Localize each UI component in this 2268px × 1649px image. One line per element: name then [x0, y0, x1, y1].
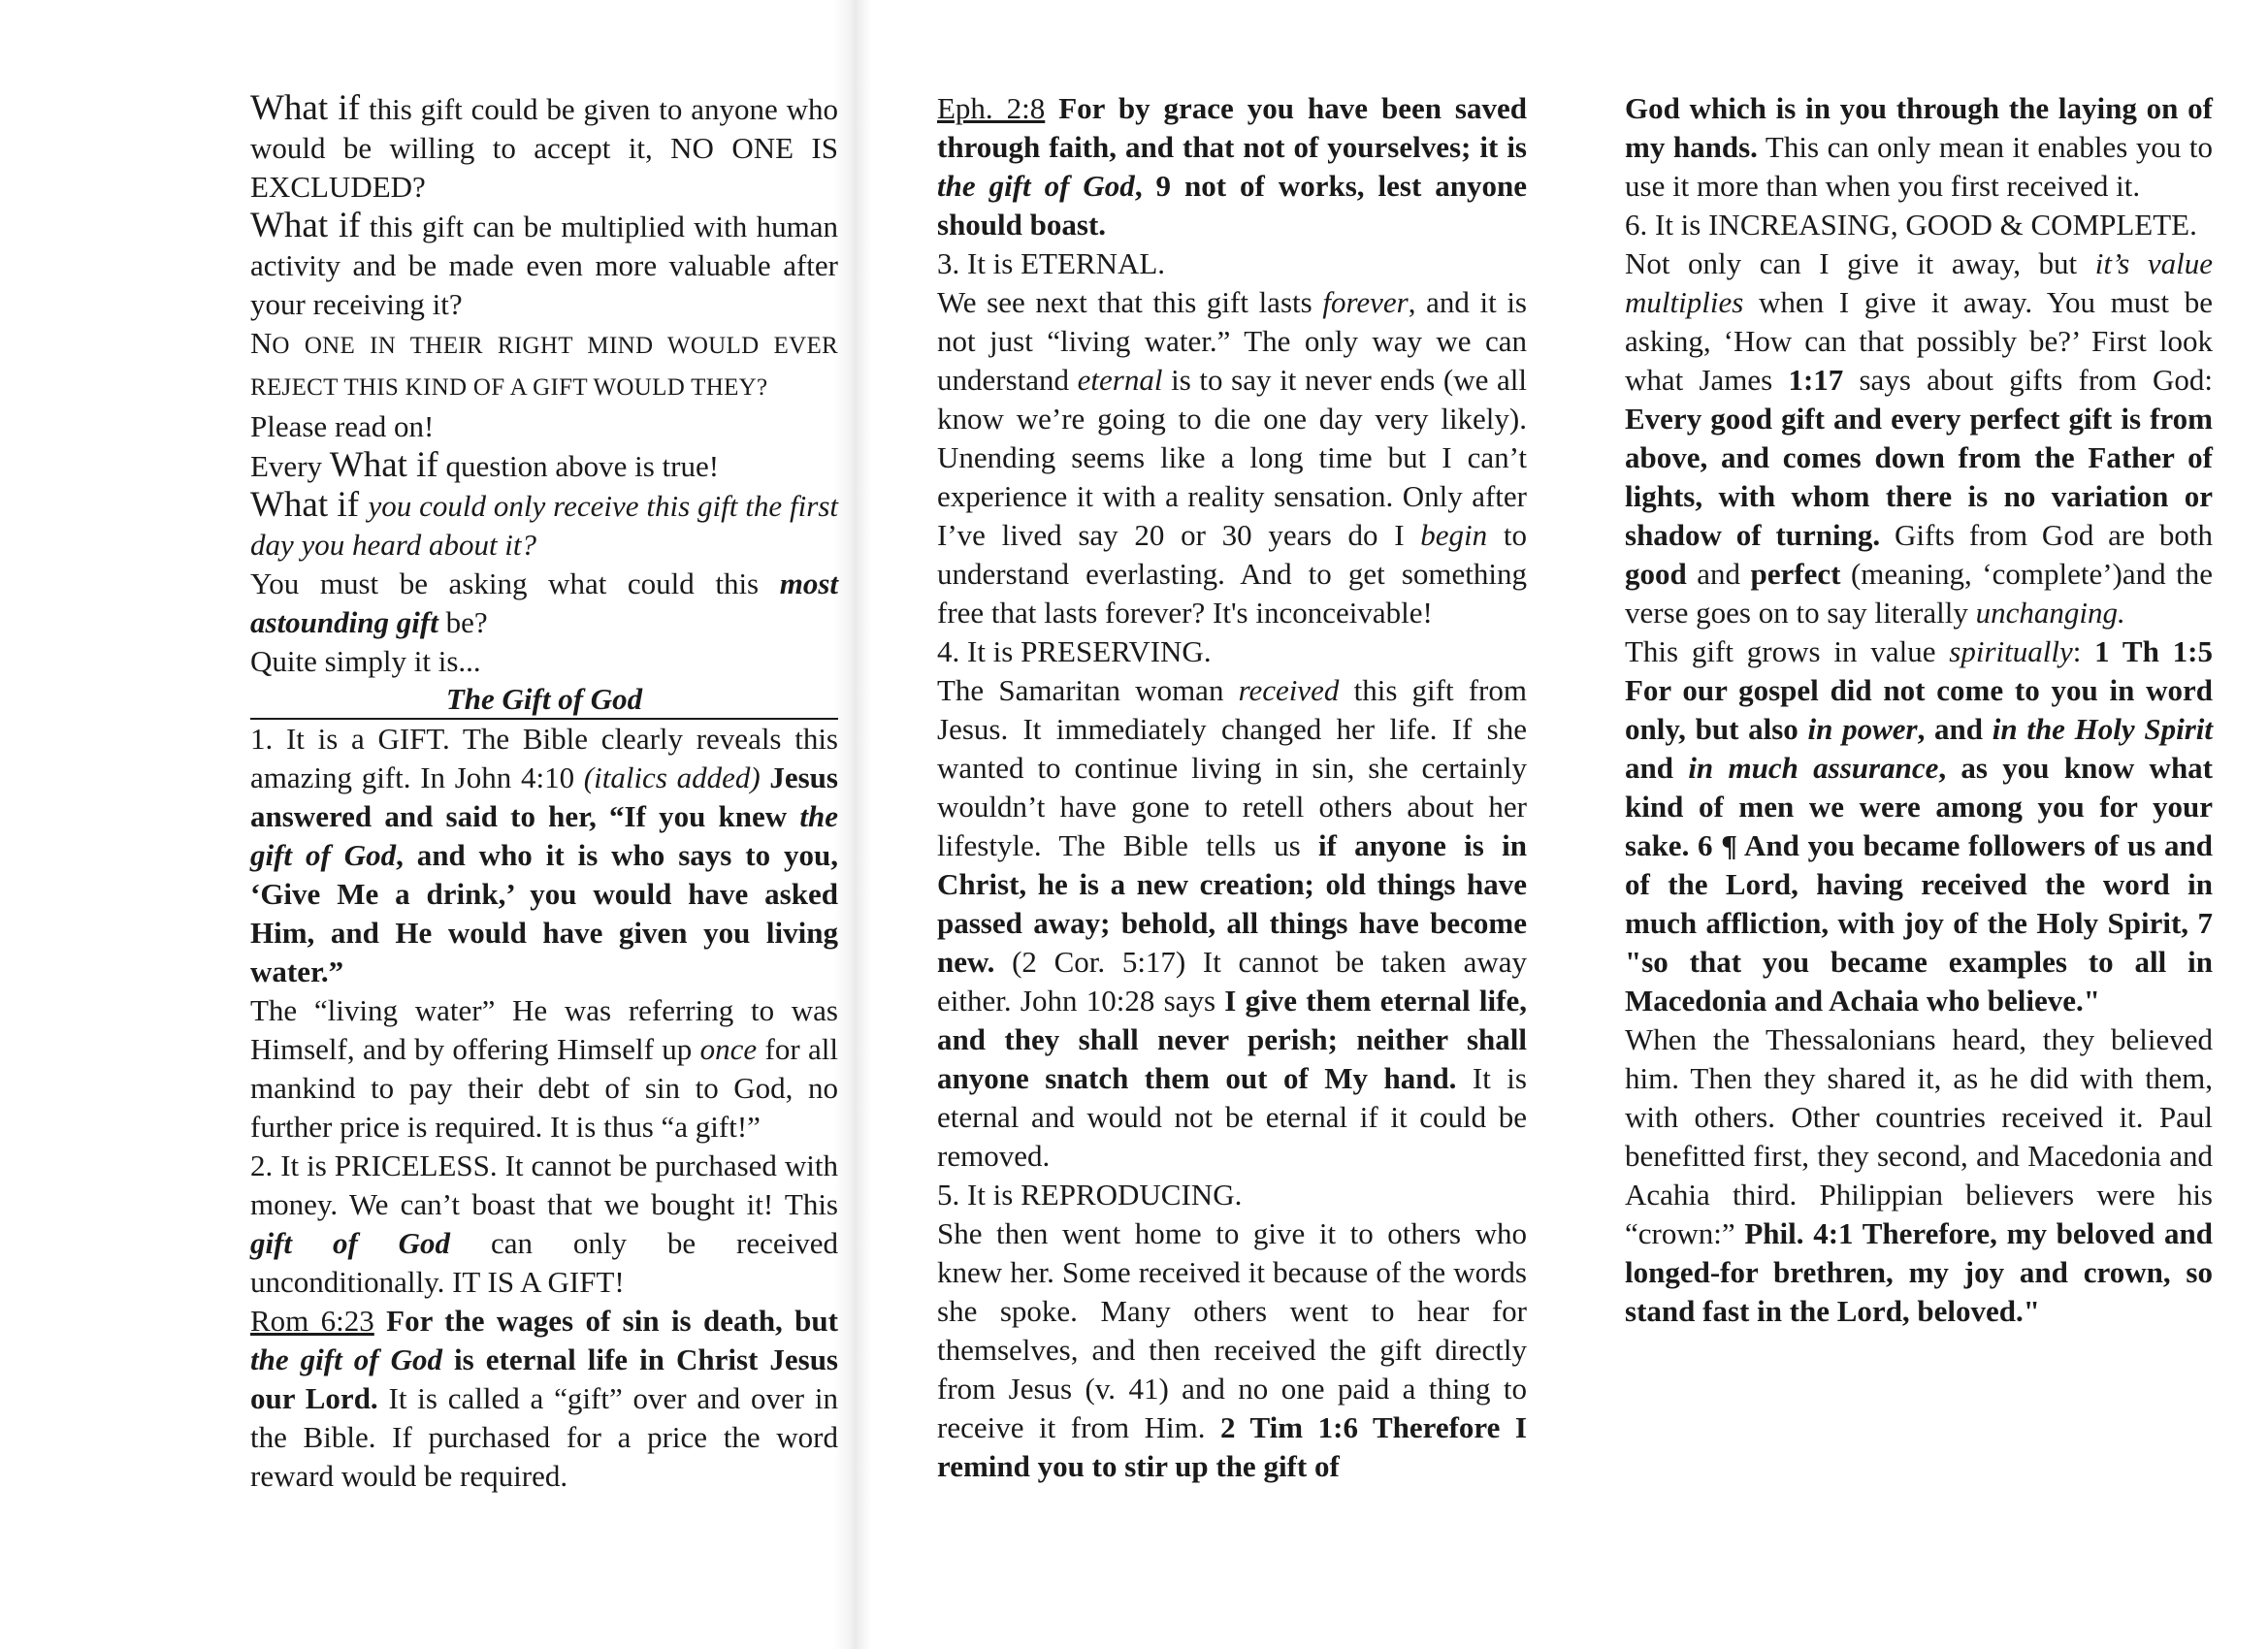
section-heading: The Gift of God — [250, 681, 838, 720]
page-fold — [834, 0, 871, 1649]
question-paragraph-1: What if this gift could be given to anyone who would be willing to accept it, NO ONE IS EXCLUDED? — [250, 88, 838, 204]
point-4-heading: 4. It is PRESERVING. — [937, 634, 1212, 668]
timothy-continuation: God which is in you through the laying on of my hands. This can only mean it enables you to use it more than when you first received it. — [1625, 91, 2214, 203]
point-1-gift: 1. It is a GIFT. The Bible clearly reveals this amazing gift. In John 4:10 (italics added) Jesus answered and said to her, “If you knew the gift of God, and who it is who says to you, ‘Give Me a drink,’ you would have asked Him, and He would have given you living water.” — [250, 722, 839, 988]
grows-spiritually: This gift grows in value spiritually: 1 Th 1:5 For our gospel did not come to you in word only, but also in power, and in the Holy Spirit and in much assurance, as you know what kind of men we were among you for your sake. 6 ¶ And you became followers of us and of the Lord, having received the word in much affliction, with joy of the Holy Spirit, 7 "so that you became examples to all in Macedonia and Achaia who believe." — [1625, 634, 2214, 1018]
read-on: Please read on! — [250, 409, 435, 443]
simply-it-is: Quite simply it is... — [250, 644, 481, 678]
small-caps-paragraph: NO ONE IN THEIR RIGHT MIND WOULD EVER REJECT THIS KIND OF A GIFT WOULD THEY? — [250, 326, 838, 401]
what-if-lead: What if — [329, 445, 438, 485]
question-paragraph-2: What if this gift can be multiplied with human activity and be made even more valuable after your receiving it? — [250, 206, 838, 321]
thessalonians-paragraph: When the Thessalonians heard, they believed him. Then they shared it, as he did with them, with others. Other countries received it. Paul benefitted first, they second, and Macedonia and Acahia third. Philippian believers were his “crown:” Phil. 4:1 Therefore, my beloved and longed-for brethren, my joy and crown, so stand fast in the Lord, beloved." — [1625, 1022, 2214, 1328]
column-right — [1625, 89, 2213, 1331]
point-4-preserving: The Samaritan woman received this gift from Jesus. It immediately changed her life. If she wanted to continue living in sin, she certainly wouldn’t have gone to retell others about her lifestyle. The Bible tells us if anyone is in Christ, he is a new creation; old things have passed away; behold, all things have become new. (2 Cor. 5:17) It cannot be taken away either. John 10:28 says I give them eternal life, and they shall never perish; neither shall anyone snatch them out of My hand. It is eternal and would not be eternal if it could be removed. — [937, 673, 1527, 1173]
question-paragraph-3: Every What if question above is true! — [250, 445, 720, 485]
what-if-lead: What if — [250, 88, 361, 128]
point-6-increasing: Not only can I give it away, but it’s value multiplies when I give it away. You must be asking, ‘How can that possibly be?’ First look what James 1:17 says about gifts from God: Every good gift and every perfect gift is from above, and comes down from the Father of lights, with whom there is no variation or shadow of turning. Gifts from God are both good and perfect (meaning, ‘complete’)and the verse goes on to say literally unchanging. — [1625, 246, 2213, 630]
question-paragraph-5: You must be asking what could this most astounding gift be? — [250, 566, 838, 639]
ephesians-verse: Eph. 2:8 For by grace you have been saved through faith, and that not of yourselves; it is the gift of God, 9 not of works, lest anyone should boast. — [937, 91, 1528, 242]
point-3-heading: 3. It is ETERNAL. — [937, 246, 1166, 280]
what-if-lead: What if — [250, 206, 361, 245]
point-6-heading: 6. It is INCREASING, GOOD & COMPLETE. — [1625, 208, 2197, 242]
what-if-lead: What if — [250, 485, 369, 525]
point-2-priceless: 2. It is PRICELESS. It cannot be purchased with money. We can’t boast that we bought it! This gift of God can only be received unconditionally. IT IS A GIFT! — [250, 1148, 838, 1299]
point-5-heading: 5. It is REPRODUCING. — [937, 1178, 1243, 1212]
question-paragraph-4: What if you could only receive this gift the first day you heard about it? — [250, 485, 838, 562]
column-left — [250, 89, 838, 1496]
column-middle — [937, 89, 1527, 1486]
living-water-paragraph: The “living water” He was referring to was Himself, and by offering Himself up once for all mankind to pay their debt of sin to God, no further price is required. It is thus “a gift!” — [250, 993, 838, 1144]
romans-verse: Rom 6:23 For the wages of sin is death, but the gift of God is eternal life in Christ Jesus our Lord. It is called a “gift” over and over in the Bible. If purchased for a price the word reward would be required. — [250, 1304, 839, 1493]
scripture-reference: Eph. 2:8 — [937, 91, 1046, 125]
scripture-reference: Rom 6:23 — [250, 1304, 374, 1338]
point-3-eternal: We see next that this gift lasts forever, and it is not just “living water.” The only way we can understand eternal is to say it never ends (we all know we’re going to die one day very likely). Unending seems like a long time but I can’t experience it with a reality sensation. Only after I’ve lived say 20 or 30 years do I begin to understand everlasting. And to get something free that lasts forever? It's inconceivable! — [937, 285, 1527, 630]
point-5-reproducing: She then went home to give it to others who knew her. Some received it because of the words she spoke. Many others went to hear for themselves, and then received the gift directly from Jesus (v. 41) and no one paid a thing to receive it from Him. 2 Tim 1:6 Therefore I remind you to stir up the gift of — [937, 1216, 1527, 1483]
